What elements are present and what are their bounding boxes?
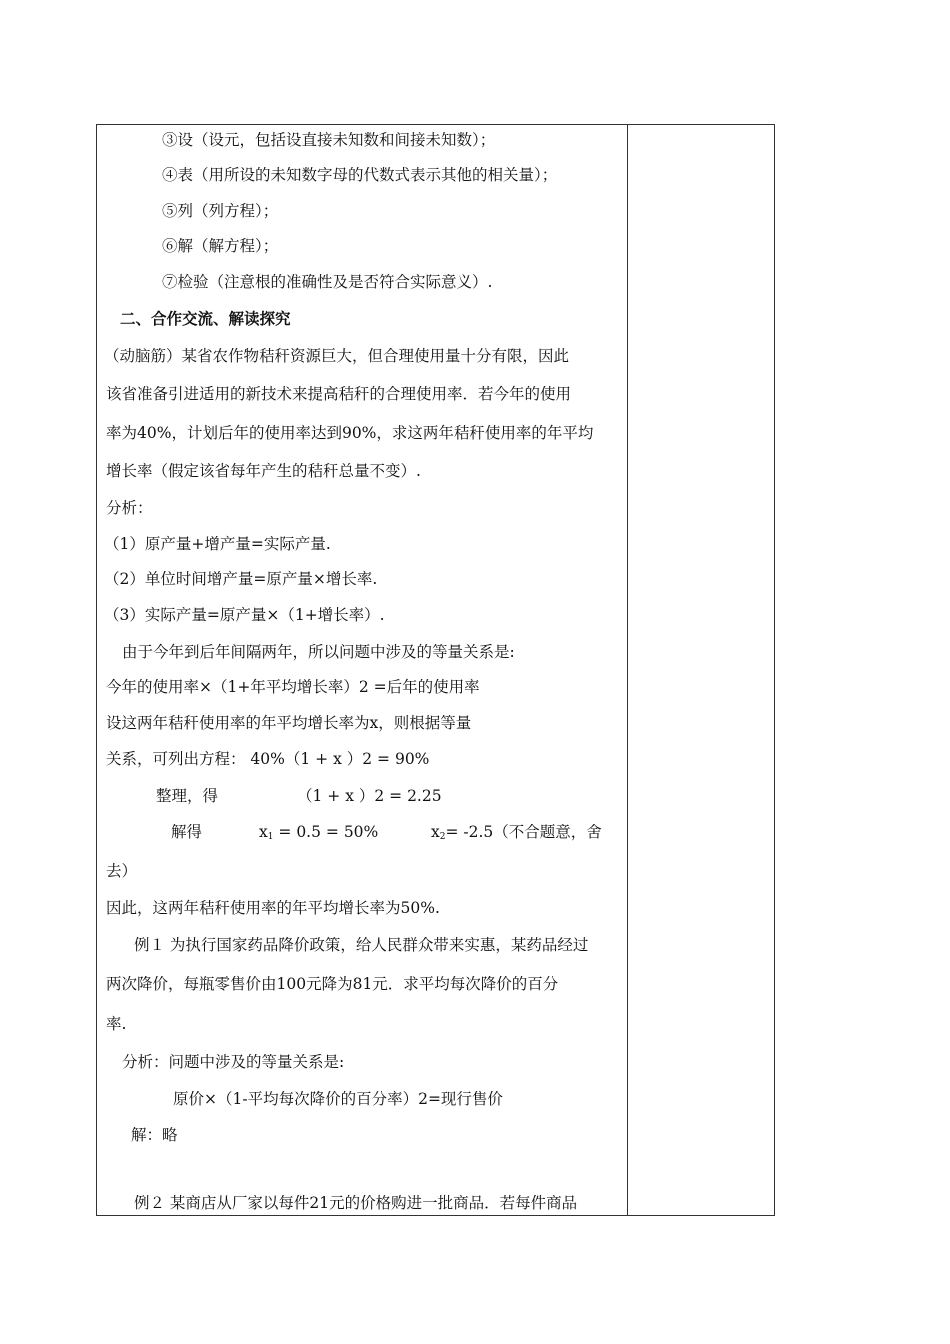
setup-line-1: 设这两年秸秆使用率的年平均增长率为x，则根据等量 <box>106 714 472 732</box>
example-1-line-2: 两次降价，每瓶零售价由100元降为81元．求平均每次降价的百分 <box>106 975 559 993</box>
step-7: ⑦检验（注意根的准确性及是否符合实际意义）. <box>162 273 493 291</box>
column-divider <box>627 124 628 1216</box>
simplify-label: 整理，得 <box>156 787 219 805</box>
problem-line-3: 率为40%，计划后年的使用率达到90%，求这两年秸秆使用率的年平均 <box>106 424 594 442</box>
example-1-line-3: 率. <box>106 1015 127 1033</box>
step-3: ③设（设元，包括设直接未知数和间接未知数）； <box>162 131 496 149</box>
example-1-solution: 解：略 <box>131 1126 178 1144</box>
root-x2: $x_2= -2.5$（不合题意，舍 <box>431 823 602 842</box>
analysis-1: （1）原产量+增产量=实际产量. <box>104 535 331 553</box>
example-1-line-1: 例１ 为执行国家药品降价政策，给人民群众带来实惠，某药品经过 <box>134 936 589 954</box>
step-5: ⑤列（列方程）； <box>162 202 279 220</box>
setup-line-2: 关系，可列出方程： 40%（1 + x ）2 = 90% <box>106 750 430 768</box>
relation: 今年的使用率×（1+年平均增长率）2 =后年的使用率 <box>106 678 480 696</box>
example-2-line-1: 例２ 某商店从厂家以每件21元的价格购进一批商品．若每件商品 <box>134 1194 578 1212</box>
problem-line-2: 该省准备引进适用的新技术来提高秸秆的合理使用率．若今年的使用 <box>106 385 572 403</box>
relation-intro: 由于今年到后年间隔两年，所以问题中涉及的等量关系是: <box>122 643 515 661</box>
analysis-label: 分析： <box>106 499 153 517</box>
solve-tail: 去） <box>106 862 138 880</box>
solve-label: 解得 <box>171 823 203 841</box>
problem-line-1: （动脑筋）某省农作物秸秆资源巨大，但合理使用量十分有限，因此 <box>104 347 570 365</box>
example-1-analysis: 分析：问题中涉及的等量关系是: <box>122 1053 345 1071</box>
root-x1: $x_1 = 0.5 = 50\%$ <box>259 823 379 842</box>
step-6: ⑥解（解方程）； <box>162 237 279 255</box>
conclusion: 因此，这两年秸秆使用率的年平均增长率为50%. <box>106 899 440 917</box>
step-4: ④表（用所设的未知数字母的代数式表示其他的相关量）； <box>162 166 558 184</box>
problem-line-4: 增长率（假定该省每年产生的秸秆总量不变）. <box>106 462 421 480</box>
analysis-2: （2）单位时间增产量=原产量×增长率. <box>104 570 378 588</box>
section-2-title: 二、合作交流、解读探究 <box>120 309 291 328</box>
example-1-relation: 原价×（1-平均每次降价的百分率）2=现行售价 <box>173 1090 503 1108</box>
simplify-equation: （1 + x ）2 = 2.25 <box>297 787 442 805</box>
analysis-3: （3）实际产量=原产量×（1+增长率）. <box>104 606 385 624</box>
